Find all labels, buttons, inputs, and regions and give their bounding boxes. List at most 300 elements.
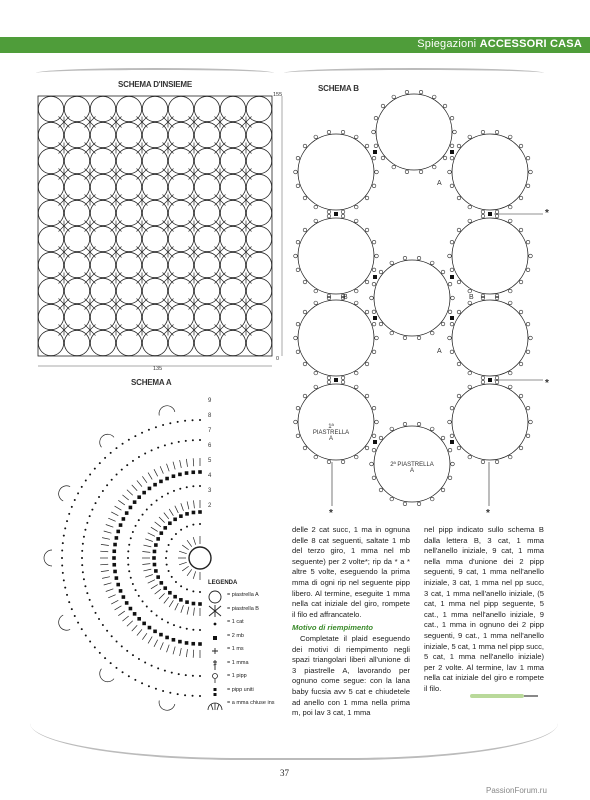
legend-item-label: = 2 mb xyxy=(227,632,244,639)
double-stitch-mark xyxy=(198,470,202,474)
chain-mark xyxy=(86,522,88,524)
tall-stitch-mark xyxy=(180,648,182,656)
tall-stitch-mark xyxy=(187,540,192,546)
chain-mark xyxy=(91,605,93,607)
tall-stitch-mark xyxy=(148,533,155,536)
chain-mark xyxy=(192,419,194,421)
tall-stitch-mark xyxy=(193,537,195,545)
chain-mark xyxy=(148,429,150,431)
schema-b-label-b-2: B xyxy=(469,294,474,301)
chain-mark xyxy=(110,662,112,664)
plus-icon xyxy=(205,644,225,658)
chain-mark xyxy=(85,634,87,636)
legend-item xyxy=(205,644,290,658)
chain-mark xyxy=(175,533,177,535)
chain-mark xyxy=(94,468,96,470)
round-label: 3 xyxy=(208,488,212,494)
double-stitch-mark xyxy=(129,506,133,510)
double-stitch-mark xyxy=(113,543,117,547)
chain-mark xyxy=(71,608,73,610)
chain-mark xyxy=(106,630,108,632)
frame-decoration-bottom xyxy=(30,668,558,760)
chain-mark xyxy=(61,550,63,552)
double-stitch-mark xyxy=(191,642,195,646)
chain-mark xyxy=(151,449,153,451)
scallop-mark xyxy=(44,550,52,566)
double-stitch-mark xyxy=(173,518,177,522)
chain-mark xyxy=(110,452,112,454)
tall-stitch-mark xyxy=(100,551,108,552)
tall-stitch-mark xyxy=(108,595,115,598)
chain-mark xyxy=(66,520,68,522)
tall-stitch-mark xyxy=(115,606,122,610)
schema-b-label-a-2: A xyxy=(437,348,442,355)
round-label: 7 xyxy=(208,428,212,434)
tall-stitch-mark xyxy=(118,611,125,616)
chain-mark xyxy=(127,557,129,559)
chain-mark xyxy=(199,419,201,421)
chain-mark xyxy=(150,610,152,612)
tall-stitch-mark xyxy=(180,460,182,468)
chain-mark xyxy=(82,571,84,573)
chain-mark xyxy=(64,587,66,589)
tall-stitch-mark xyxy=(101,544,109,545)
chain-mark xyxy=(81,557,83,559)
chain-mark xyxy=(130,577,132,579)
tall-stitch-mark xyxy=(104,583,112,585)
tall-stitch-mark xyxy=(132,625,137,631)
chain-mark xyxy=(144,661,146,663)
chain-mark xyxy=(157,447,159,449)
tall-stitch-mark xyxy=(155,522,161,527)
tall-stitch-mark xyxy=(173,462,175,470)
legend-title: LEGENDA xyxy=(208,580,238,586)
tall-stitch-mark xyxy=(127,621,133,626)
chain-mark xyxy=(132,460,134,462)
chain-mark xyxy=(111,635,113,637)
chain-mark xyxy=(155,426,157,428)
chain-mark xyxy=(91,509,93,511)
tall-stitch-mark xyxy=(169,509,173,516)
chain-mark xyxy=(199,523,201,525)
double-stitch-mark xyxy=(154,543,158,547)
double-stitch-mark xyxy=(119,523,123,527)
double-stitch-mark xyxy=(129,607,133,611)
double-stitch-mark xyxy=(154,569,158,573)
double-stitch-mark xyxy=(172,638,176,642)
tall-stitch-mark xyxy=(175,603,178,610)
tall-stitch-mark xyxy=(182,545,188,550)
column-1-paragraph-2: Completate il plaid eseguendo dei motivi di riempimento negli spazi triangolari liberi all'unione di 3 piastrelle A, lavorando per ognuno come segue: con la lana baby fucsia avv 5 cat e chiudetele ad anello con 1 mma nella prima m, poi lav 3 cat, 1 mma xyxy=(292,633,410,718)
tall-stitch-mark xyxy=(122,616,128,621)
tall-stitch-mark xyxy=(193,458,194,466)
chain-mark xyxy=(81,550,83,552)
double-stitch-mark xyxy=(133,500,137,504)
tall-stitch-mark xyxy=(155,589,161,594)
tall-stitch-mark xyxy=(181,503,184,511)
double-stitch-mark xyxy=(122,595,126,599)
tall-stitch-mark xyxy=(106,525,114,528)
chain-mark xyxy=(89,515,91,517)
tall-stitch-mark xyxy=(159,517,165,523)
double-stitch-mark xyxy=(185,471,189,475)
tall-stitch-mark xyxy=(151,527,158,531)
double-stitch-mark xyxy=(178,473,182,477)
chain-mark xyxy=(111,479,113,481)
marker-4: * xyxy=(486,508,490,519)
chain-mark xyxy=(130,537,132,539)
double-stitch-mark xyxy=(112,549,116,553)
chain-mark xyxy=(86,592,88,594)
chain-mark xyxy=(142,514,144,516)
legend-item xyxy=(205,604,290,618)
chain-mark xyxy=(126,464,128,466)
chain-mark xyxy=(121,645,123,647)
tall-stitch-mark xyxy=(187,607,189,615)
circle-icon xyxy=(205,590,225,604)
double-stitch-mark xyxy=(198,642,202,646)
chain-mark xyxy=(164,444,166,446)
chain-mark xyxy=(64,527,66,529)
tall-stitch-mark xyxy=(187,501,189,509)
chain-mark xyxy=(186,486,188,488)
double-stitch-mark xyxy=(152,556,156,560)
double-stitch-mark xyxy=(116,530,120,534)
schema-a-title: SCHEMA A xyxy=(131,378,172,387)
subheading-motivo: Motivo di riempimento xyxy=(292,623,374,633)
tall-stitch-mark xyxy=(148,637,152,644)
round-label: 6 xyxy=(208,443,212,449)
tall-stitch-mark xyxy=(143,569,151,571)
tall-stitch-mark xyxy=(142,552,150,553)
legend-item xyxy=(205,590,290,604)
round-label: 2 xyxy=(208,503,212,509)
tall-stitch-mark xyxy=(111,512,118,516)
chain-mark xyxy=(180,585,182,587)
chain-mark xyxy=(146,606,148,608)
double-stitch-mark xyxy=(153,563,157,567)
double-stitch-mark xyxy=(125,601,129,605)
double-stitch-mark xyxy=(173,595,177,599)
tall-stitch-mark xyxy=(175,506,178,513)
tall-stitch-mark xyxy=(148,580,155,583)
legend-item-label: = piastrella A xyxy=(227,592,259,598)
double-stitch-mark xyxy=(178,640,182,644)
chain-mark xyxy=(63,535,65,537)
double-stitch-mark xyxy=(160,581,164,585)
watermark: PassionForum.ru xyxy=(486,786,547,795)
chain-mark xyxy=(84,585,86,587)
tall-stitch-mark xyxy=(154,640,158,647)
column-1-paragraph-1: delle 2 cat succ, 1 ma in ognuna delle 8 cat seguenti, saltate 1 mb del terzo giro, 1 mma nel mb seguente) per 2 volte*; rip da * a * altre 5 volte, eseguendo la prima mma di ogni rip nel seguente pipp libero. Al termine, eseguite 1 mma nella cat iniziale del giro, rompete il filo ed affrancatelo. xyxy=(292,525,410,619)
chain-mark xyxy=(132,654,134,656)
chain-mark xyxy=(167,621,169,623)
tall-stitch-mark xyxy=(179,562,187,564)
double-stitch-mark xyxy=(119,589,123,593)
chain-mark xyxy=(173,490,175,492)
schema-b-label-a: A xyxy=(437,180,442,187)
chain-mark xyxy=(95,502,97,504)
tall-stitch-mark xyxy=(104,531,112,533)
chain-mark xyxy=(186,526,188,528)
chain-mark xyxy=(132,531,134,533)
scallop-mark xyxy=(96,431,113,447)
double-stitch-mark xyxy=(142,491,146,495)
double-stitch-mark xyxy=(192,511,196,515)
chain-mark xyxy=(192,485,194,487)
tall-stitch-mark xyxy=(101,571,109,572)
tall-stitch-mark xyxy=(160,642,163,649)
chain-mark xyxy=(178,441,180,443)
double-stitch-mark xyxy=(148,487,152,491)
chain-mark xyxy=(85,480,87,482)
chain-mark xyxy=(173,624,175,626)
round-label: 8 xyxy=(208,413,212,419)
asterisk-icon xyxy=(205,604,225,618)
chain-mark xyxy=(82,543,84,545)
chain-mark xyxy=(84,529,86,531)
legend-item-label: = a mma chiuse ins xyxy=(227,700,275,706)
schema-b-label-b: B xyxy=(343,294,348,301)
tall-stitch-mark xyxy=(193,571,195,579)
square-icon xyxy=(205,631,225,645)
chain-mark xyxy=(177,421,179,423)
tall-stitch-mark xyxy=(137,629,142,635)
tall-stitch-mark xyxy=(164,597,169,603)
double-stitch-mark xyxy=(122,517,126,521)
round-label: 5 xyxy=(208,458,212,464)
chain-mark xyxy=(62,572,64,574)
marker-1: * xyxy=(545,208,549,219)
double-stitch-mark xyxy=(168,521,172,525)
dot-icon xyxy=(205,617,225,631)
tall-stitch-mark xyxy=(106,589,114,592)
chain-mark xyxy=(77,622,79,624)
chain-mark xyxy=(127,550,129,552)
chain-mark xyxy=(61,557,63,559)
chain-mark xyxy=(171,442,173,444)
tall-stitch-mark xyxy=(179,551,187,553)
double-stitch-mark xyxy=(165,477,169,481)
chain-mark xyxy=(89,473,91,475)
chain-mark xyxy=(171,576,173,578)
tall-stitch-mark xyxy=(160,466,163,473)
tall-stitch-mark xyxy=(173,647,175,655)
chain-mark xyxy=(83,578,85,580)
tall-stitch-mark xyxy=(148,473,152,480)
chain-mark xyxy=(104,457,106,459)
chain-mark xyxy=(74,499,76,501)
tall-stitch-mark xyxy=(186,459,187,467)
double-stitch-mark xyxy=(179,598,183,602)
double-stitch-mark xyxy=(191,470,195,474)
tall-stitch-mark xyxy=(169,600,173,607)
double-stitch-mark xyxy=(113,570,117,574)
double-stitch-mark xyxy=(168,591,172,595)
chain-mark xyxy=(68,513,70,515)
double-stitch-mark xyxy=(159,633,163,637)
tall-stitch-mark xyxy=(142,633,147,640)
double-stitch-mark xyxy=(112,556,116,560)
chain-mark xyxy=(192,629,194,631)
tall-stitch-mark xyxy=(111,600,118,604)
chain-mark xyxy=(165,557,167,559)
double-stitch-mark xyxy=(198,602,202,606)
chain-mark xyxy=(99,462,101,464)
legend-item-label: = 1 ms xyxy=(227,646,244,652)
tall-stitch-mark xyxy=(132,485,137,491)
legend-item-label: = 1 pipp xyxy=(227,673,247,679)
chain-mark xyxy=(135,525,137,527)
chain-mark xyxy=(142,600,144,602)
legend-item xyxy=(205,617,290,631)
chain-mark xyxy=(180,529,182,531)
chain-mark xyxy=(102,490,104,492)
chain-mark xyxy=(104,657,106,659)
chain-mark xyxy=(98,496,100,498)
marker-3: * xyxy=(329,508,333,519)
chain-mark xyxy=(126,650,128,652)
double-stitch-mark xyxy=(133,612,137,616)
chain-mark xyxy=(135,589,137,591)
page-number: 37 xyxy=(280,768,289,778)
double-stitch-mark xyxy=(153,550,157,554)
tall-stitch-mark xyxy=(167,464,170,472)
scallop-mark xyxy=(56,615,70,633)
chain-mark xyxy=(199,629,201,631)
chain-mark xyxy=(122,443,124,445)
zero-label: 0 xyxy=(276,356,280,362)
double-stitch-mark xyxy=(163,526,167,530)
tall-stitch-mark xyxy=(118,500,125,505)
chain-mark xyxy=(116,474,118,476)
marker-2: * xyxy=(545,378,549,389)
double-stitch-mark xyxy=(137,617,141,621)
chain-mark xyxy=(156,500,158,502)
chain-mark xyxy=(138,658,140,660)
tall-stitch-mark xyxy=(167,645,170,653)
center-ring xyxy=(189,547,211,569)
schema-insieme-title: SCHEMA D'INSIEME xyxy=(118,80,192,89)
tall-stitch-mark xyxy=(151,585,158,589)
double-stitch-mark xyxy=(153,483,157,487)
legend-item-label: = 1 cat xyxy=(227,619,244,625)
chain-mark xyxy=(128,570,130,572)
chain-mark xyxy=(171,538,173,540)
double-stitch-mark xyxy=(137,495,141,499)
tall-stitch-mark xyxy=(182,566,188,571)
chain-mark xyxy=(161,618,163,620)
chain-mark xyxy=(156,614,158,616)
tall-stitch-mark xyxy=(194,500,195,508)
tall-stitch-mark xyxy=(127,490,133,495)
chain-mark xyxy=(127,564,129,566)
tall-stitch-mark xyxy=(143,545,151,547)
schema-b-title: SCHEMA B xyxy=(318,84,359,93)
chain-mark xyxy=(138,519,140,521)
tall-stitch-mark xyxy=(154,469,158,476)
double-stitch-mark xyxy=(156,575,160,579)
double-stitch-mark xyxy=(185,641,189,645)
double-stitch-mark xyxy=(192,602,196,606)
chain-mark xyxy=(99,652,101,654)
chain-mark xyxy=(192,524,194,526)
chain-mark xyxy=(179,626,181,628)
double-stitch-mark xyxy=(115,536,119,540)
section-title: Spiegazioni ACCESSORI CASA xyxy=(417,38,582,50)
chain-mark xyxy=(150,504,152,506)
chain-mark xyxy=(168,544,170,546)
chain-mark xyxy=(62,542,64,544)
chain-mark xyxy=(167,493,169,495)
double-stitch-mark xyxy=(160,531,164,535)
double-stitch-mark xyxy=(159,480,163,484)
tall-stitch-mark xyxy=(115,506,122,510)
double-stitch-mark xyxy=(148,626,152,630)
double-stitch-mark xyxy=(115,576,119,580)
double-stitch-mark xyxy=(198,510,202,514)
legend-item xyxy=(205,631,290,645)
tall-stitch-mark xyxy=(142,476,147,483)
double-stitch-mark xyxy=(185,600,189,604)
chain-mark xyxy=(175,581,177,583)
tall-stitch-mark xyxy=(181,605,184,613)
chain-mark xyxy=(186,628,188,630)
chain-mark xyxy=(141,432,143,434)
legend-item-label: = pipp uniti xyxy=(227,686,254,693)
chain-mark xyxy=(63,579,65,581)
double-stitch-mark xyxy=(116,583,120,587)
tall-stitch-mark xyxy=(102,577,110,579)
tall-stitch-mark xyxy=(100,564,108,565)
chain-mark xyxy=(71,506,73,508)
chain-mark xyxy=(66,594,68,596)
chain-mark xyxy=(185,440,187,442)
double-stitch-mark xyxy=(163,586,167,590)
column-2-paragraph-1: nel pipp indicato sullo schema B dalla lettera B, 3 cat, 1 mma nell'anello iniziale, 9 cat, 1 mma nella mma d'unione dei 2 pipp seguenti, 9 cat, 1 mma nell'anello iniziale, 3 cat, 1 mma nel pp succ, 3 cat, 1 mma nell'anello iniziale, (5 cat, 1 mma nel pipp seguente, 5 cat., 1 mma nell'anello iniziale, 9 cat., 1 mma in ognuno dei 2 pipp seguenti, 9 cat., 1 mma nell'anello iniziale, 5 cat, 1 mma nel pipp succ, 5 cat, 1 mma nell'anello iniziale) per 2 volte. Al termine, lav 1 mma nella cat iniziale del giro e rompete il filo. xyxy=(424,525,544,693)
chain-mark xyxy=(89,641,91,643)
double-stitch-mark xyxy=(172,474,176,478)
scallop-mark xyxy=(157,404,174,415)
tall-stitch-mark xyxy=(137,480,142,486)
tall-stitch-mark xyxy=(122,495,128,500)
round-label: 9 xyxy=(208,398,212,404)
chain-mark xyxy=(132,583,134,585)
chain-mark xyxy=(134,435,136,437)
chain-mark xyxy=(192,590,194,592)
chain-mark xyxy=(77,492,79,494)
chain-mark xyxy=(151,665,153,667)
chain-mark xyxy=(166,550,168,552)
chain-mark xyxy=(138,595,140,597)
tall-stitch-mark xyxy=(194,608,195,616)
chain-mark xyxy=(144,453,146,455)
chain-mark xyxy=(121,469,123,471)
chain-mark xyxy=(168,570,170,572)
double-stitch-mark xyxy=(142,622,146,626)
double-stitch-mark xyxy=(112,563,116,567)
chain-mark xyxy=(61,564,63,566)
chain-mark xyxy=(186,588,188,590)
chain-mark xyxy=(81,486,83,488)
chain-mark xyxy=(116,640,118,642)
chain-mark xyxy=(115,447,117,449)
chain-mark xyxy=(146,508,148,510)
tall-stitch-mark xyxy=(186,649,187,657)
tall-stitch-mark xyxy=(187,569,192,575)
chain-mark xyxy=(138,456,140,458)
chain-mark xyxy=(161,496,163,498)
